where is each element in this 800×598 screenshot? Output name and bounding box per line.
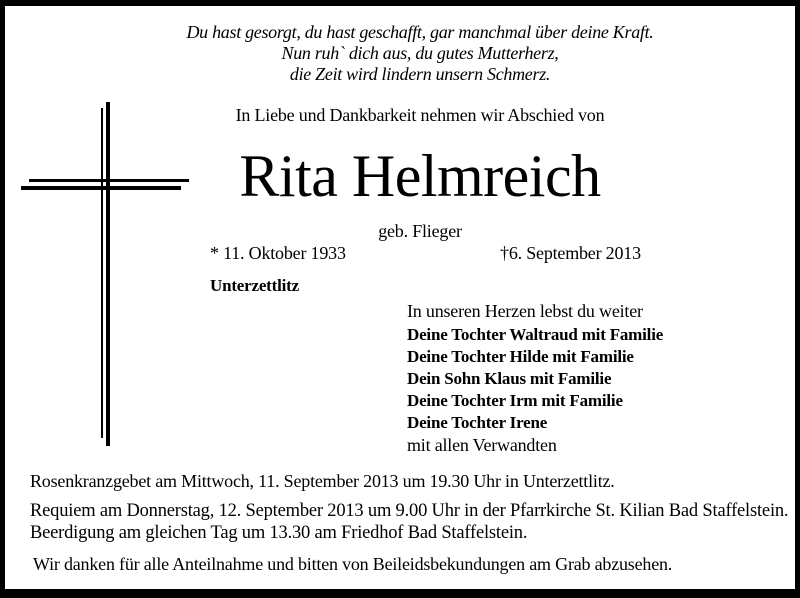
deceased-name: Rita Helmreich <box>239 143 601 209</box>
requiem-info: Requiem am Donnerstag, 12. September 2013 um 9.00 Uhr in der Pfarrkirche St. Kilian Bad Staffelstein. <box>30 501 789 521</box>
mourner: Deine Tochter Hilde mit Familie <box>407 347 634 366</box>
mourner: Deine Tochter Waltraud mit Familie <box>407 325 664 344</box>
mourners-outro: mit allen Verwandten <box>407 435 557 455</box>
mourner: Deine Tochter Irene <box>407 413 548 432</box>
star-icon: * <box>210 243 219 263</box>
mourner: Deine Tochter Irm mit Familie <box>407 391 623 410</box>
poem-line: Nun ruh` dich aus, du gutes Mutterherz, <box>281 43 559 63</box>
intro-text: In Liebe und Dankbarkeit nehmen wir Abschied von <box>235 105 605 125</box>
rosary-info: Rosenkranzgebet am Mittwoch, 11. September 2013 um 19.30 Uhr in Unterzettlitz. <box>30 471 615 491</box>
place: Unterzettlitz <box>210 276 299 295</box>
thanks-text: Wir danken für alle Anteilnahme und bitten von Beileidsbekundungen am Grab abzusehen. <box>33 554 673 574</box>
death-date <box>500 244 641 262</box>
birth-date-text: 11. Oktober 1933 <box>223 243 346 263</box>
death-date-text: 6. September 2013 <box>508 243 641 263</box>
mourner: Dein Sohn Klaus mit Familie <box>407 369 612 388</box>
dagger-icon: † <box>500 243 509 263</box>
obituary-notice <box>5 6 795 589</box>
birth-date <box>210 244 346 262</box>
burial-info: Beerdigung am gleichen Tag um 13.30 am Friedhof Bad Staffelstein. <box>30 523 528 543</box>
poem-line: die Zeit wird lindern unsern Schmerz. <box>289 64 551 84</box>
maiden-name: geb. Flieger <box>378 221 462 241</box>
poem-line: Du hast gesorgt, du hast geschafft, gar manchmal über deine Kraft. <box>186 22 654 42</box>
mourners-intro: In unseren Herzen lebst du weiter <box>407 301 643 321</box>
